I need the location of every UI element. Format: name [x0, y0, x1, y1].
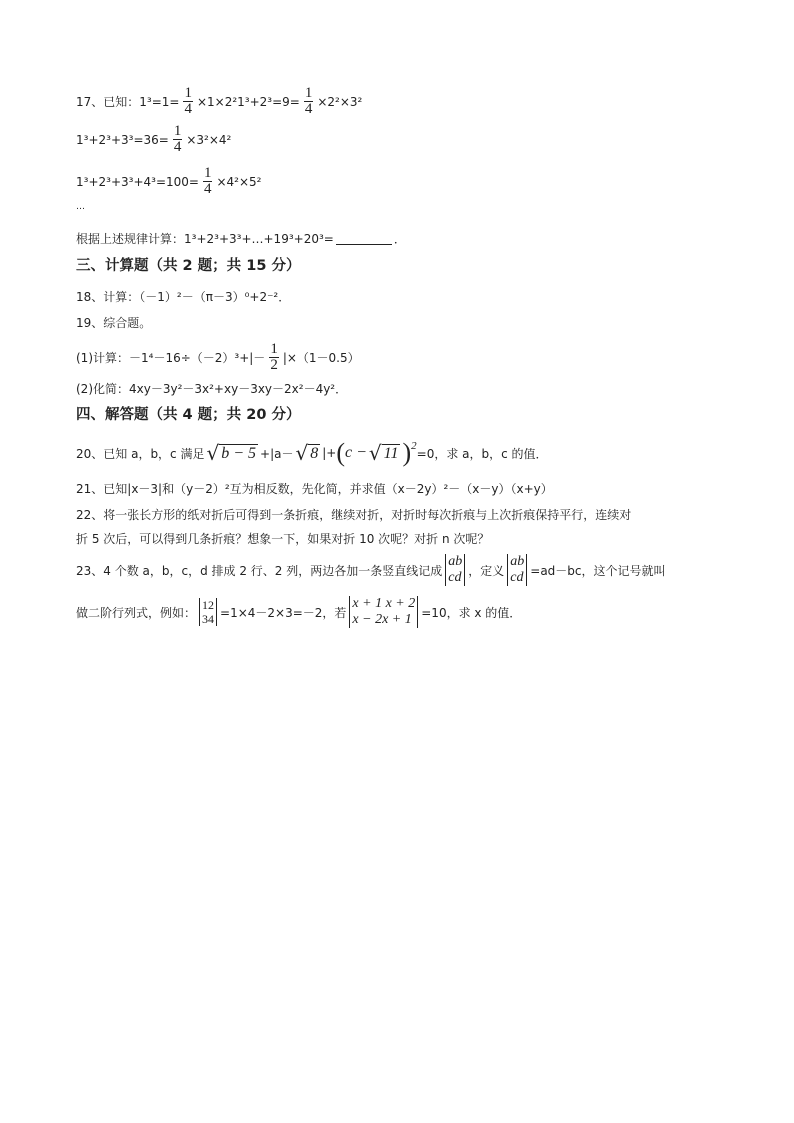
q23-line2-post: =10，求 x 的值．	[421, 605, 522, 620]
fraction-one-quarter: $\frac{1}{4}$	[184, 85, 192, 117]
q22-line2: 折 5 次后，可以得到几条折痕？想象一下，如果对折 10 次呢？对折 n 次呢？	[76, 532, 490, 546]
determinant-example: 12 34	[199, 598, 217, 626]
section-heading-3: 三、计算题（共 2 题；共 15 分）	[76, 258, 301, 274]
q23-line2-pre: 做二阶行列式，例如：	[76, 605, 197, 620]
q21-text: 21、已知|x－3|和（y－2）²互为相反数，先化简，并求值（x－2y）²－（x－y）（x+y）	[76, 482, 553, 496]
q19-part1	[76, 342, 360, 373]
q23-line1	[76, 554, 666, 586]
q17-line2-pre: 1³+2³+3³=36=	[76, 132, 169, 147]
sqrt-11: √ 11	[368, 441, 399, 465]
q20-exponent: 2	[411, 440, 417, 452]
sqrt-8: √ 8	[295, 441, 319, 465]
q19-part2: (2)化简：4xy－3y²－3x²+xy－3xy－2x²－4y²．	[76, 382, 348, 396]
determinant-abcd: ab cd	[445, 554, 465, 586]
q20-pre: 20、已知 a，b，c 满足	[76, 446, 205, 461]
q17-line3	[76, 166, 261, 197]
q19-title: 19、综合题。	[76, 316, 152, 330]
q17-line1	[76, 86, 362, 117]
determinant-abcd: ab cd	[507, 554, 527, 586]
q23-line1-post: =ad－bc，这个记号就叫	[530, 563, 666, 578]
q22-line1: 22、将一张长方形的纸对折后可得到一条折痕，继续对折，对折时每次折痕与上次折痕保持平行，连续对	[76, 508, 632, 522]
determinant-x: x + 1 x + 2 x − 2x + 1	[349, 596, 418, 628]
q17-line1-mid: ×1×2²1³+2³=9=	[196, 94, 300, 109]
q17-line3-post: ×4²×5²	[216, 174, 262, 189]
q17-line1-post: ×2²×3²	[317, 94, 363, 109]
q20-mid1: +|a－	[260, 446, 294, 461]
q17-line2	[76, 124, 231, 155]
answer-blank[interactable]	[336, 232, 392, 245]
section-heading-4: 四、解答题（共 4 题；共 20 分）	[76, 407, 301, 423]
q17-line3-pre: 1³+2³+3³+4³=100=	[76, 174, 199, 189]
q17-line2-post: ×3²×4²	[186, 132, 232, 147]
q20-post: =0，求 a，b，c 的值．	[416, 446, 548, 461]
q17-line1-pre: 17、已知：1³=1=	[76, 95, 180, 109]
q19-part1-post: |×（1－0.5）	[282, 351, 360, 365]
q23-line1-pre: 23、4 个数 a，b，c，d 排成 2 行、2 列，两边各加一条竖直线记成	[76, 563, 443, 578]
q20-c: c −	[345, 444, 367, 461]
q23-line2	[76, 596, 521, 628]
q18-text: 18、计算：（－1）²－（π－3）⁰+2⁻²．	[76, 290, 291, 304]
q17-line5-post: ．	[393, 232, 406, 246]
q23-line1-mid: ，定义	[468, 563, 505, 578]
q17-line5-pre: 根据上述规律计算：1³+2³+3³+…+19³+20³=	[76, 232, 334, 246]
fraction-one-half: $\frac{1}{2}$	[270, 341, 278, 373]
q23-line2-mid: =1×4－2×3=－2，若	[220, 605, 347, 620]
q19-part1-pre: (1)计算：－1⁴－16÷（－2）³+|－	[76, 351, 266, 365]
fraction-one-quarter: $\frac{1}{4}$	[203, 165, 212, 197]
fraction-one-quarter: $\frac{1}{4}$	[173, 123, 182, 155]
q20: 20、已知 a，b，c 满足 √ b − 5 +|a－ √ 8 |+ ( c − √ 11 ) 2 =0，求 a，b，c 的值．	[76, 438, 548, 467]
q20-mid2: |+	[322, 446, 337, 460]
q17-line5	[76, 230, 406, 247]
fraction-one-quarter: $\frac{1}{4}$	[304, 85, 313, 117]
sqrt-b-minus-5: √ b − 5	[206, 441, 257, 465]
q17-ellipsis: …	[76, 202, 85, 212]
